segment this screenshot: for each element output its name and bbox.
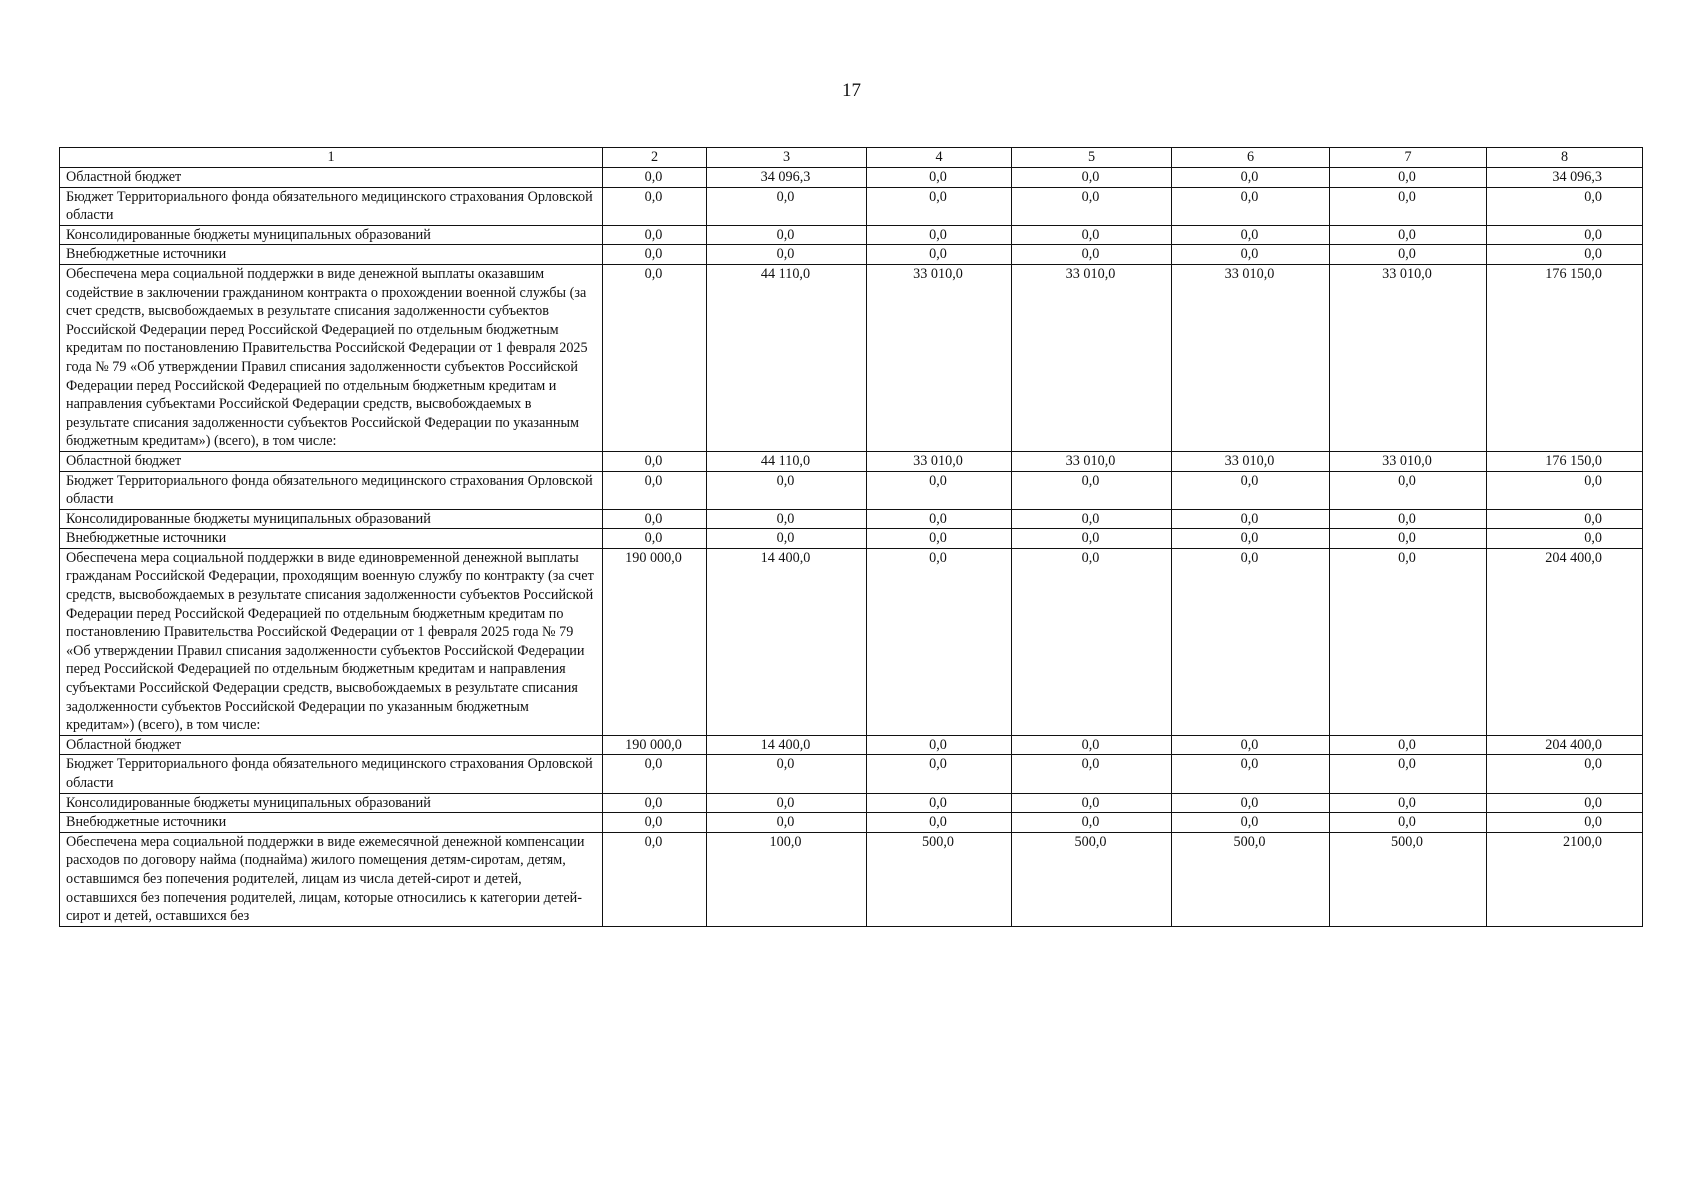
row-value-col-6: 0,0 xyxy=(1172,813,1330,833)
column-header: 8 xyxy=(1487,148,1643,168)
row-value-col-2: 0,0 xyxy=(603,264,707,451)
row-value-col-5: 0,0 xyxy=(1012,471,1172,509)
row-value-col-6: 0,0 xyxy=(1172,471,1330,509)
row-value-col-3: 0,0 xyxy=(707,529,867,549)
row-value-col-6: 0,0 xyxy=(1172,245,1330,265)
row-value-col-3: 34 096,3 xyxy=(707,168,867,188)
row-value-col-2: 0,0 xyxy=(603,225,707,245)
row-value-col-3: 44 110,0 xyxy=(707,451,867,471)
row-label: Внебюджетные источники xyxy=(60,529,603,549)
row-value-col-8: 0,0 xyxy=(1487,755,1643,793)
row-value-col-8: 0,0 xyxy=(1487,187,1643,225)
row-value-col-8: 0,0 xyxy=(1487,245,1643,265)
row-value-col-4: 0,0 xyxy=(867,187,1012,225)
table-row xyxy=(60,451,1643,471)
table-row xyxy=(60,529,1643,549)
row-value-col-7: 0,0 xyxy=(1330,471,1487,509)
row-label: Областной бюджет xyxy=(60,168,603,188)
row-value-col-4: 0,0 xyxy=(867,471,1012,509)
row-value-col-5: 0,0 xyxy=(1012,813,1172,833)
row-value-col-5: 500,0 xyxy=(1012,832,1172,926)
row-value-col-7: 0,0 xyxy=(1330,735,1487,755)
row-value-col-5: 0,0 xyxy=(1012,735,1172,755)
row-value-col-2: 0,0 xyxy=(603,168,707,188)
row-label: Бюджет Территориального фонда обязательного медицинского страхования Орловской области xyxy=(60,755,603,793)
row-value-col-2: 0,0 xyxy=(603,245,707,265)
table-header-row xyxy=(60,148,1643,168)
row-value-col-4: 0,0 xyxy=(867,793,1012,813)
row-value-col-6: 0,0 xyxy=(1172,529,1330,549)
row-value-col-3: 44 110,0 xyxy=(707,264,867,451)
row-label: Бюджет Территориального фонда обязательного медицинского страхования Орловской области xyxy=(60,471,603,509)
row-value-col-2: 190 000,0 xyxy=(603,548,707,735)
row-value-col-7: 0,0 xyxy=(1330,187,1487,225)
row-value-col-8: 0,0 xyxy=(1487,509,1643,529)
row-value-col-3: 0,0 xyxy=(707,225,867,245)
row-value-col-4: 0,0 xyxy=(867,225,1012,245)
row-value-col-3: 0,0 xyxy=(707,471,867,509)
row-value-col-5: 0,0 xyxy=(1012,245,1172,265)
column-header: 2 xyxy=(603,148,707,168)
row-value-col-6: 0,0 xyxy=(1172,735,1330,755)
row-value-col-3: 100,0 xyxy=(707,832,867,926)
row-value-col-3: 14 400,0 xyxy=(707,735,867,755)
row-label: Внебюджетные источники xyxy=(60,813,603,833)
row-value-col-8: 2100,0 xyxy=(1487,832,1643,926)
row-value-col-8: 176 150,0 xyxy=(1487,451,1643,471)
row-value-col-4: 0,0 xyxy=(867,735,1012,755)
row-value-col-7: 0,0 xyxy=(1330,509,1487,529)
row-value-col-5: 33 010,0 xyxy=(1012,451,1172,471)
row-value-col-3: 0,0 xyxy=(707,187,867,225)
table-row xyxy=(60,813,1643,833)
row-value-col-5: 33 010,0 xyxy=(1012,264,1172,451)
row-label: Областной бюджет xyxy=(60,735,603,755)
row-value-col-7: 0,0 xyxy=(1330,225,1487,245)
row-value-col-3: 0,0 xyxy=(707,245,867,265)
table-row xyxy=(60,471,1643,509)
row-value-col-5: 0,0 xyxy=(1012,793,1172,813)
page-number: 17 xyxy=(842,80,861,101)
row-value-col-8: 0,0 xyxy=(1487,813,1643,833)
row-value-col-5: 0,0 xyxy=(1012,225,1172,245)
column-header: 7 xyxy=(1330,148,1487,168)
row-value-col-8: 0,0 xyxy=(1487,529,1643,549)
row-value-col-2: 0,0 xyxy=(603,471,707,509)
row-value-col-4: 0,0 xyxy=(867,168,1012,188)
row-value-col-8: 204 400,0 xyxy=(1487,735,1643,755)
row-value-col-2: 0,0 xyxy=(603,755,707,793)
row-value-col-6: 0,0 xyxy=(1172,755,1330,793)
row-value-col-4: 0,0 xyxy=(867,813,1012,833)
table-row xyxy=(60,735,1643,755)
row-value-col-3: 0,0 xyxy=(707,793,867,813)
row-value-col-2: 190 000,0 xyxy=(603,735,707,755)
row-value-col-3: 0,0 xyxy=(707,813,867,833)
row-value-col-6: 33 010,0 xyxy=(1172,451,1330,471)
row-value-col-2: 0,0 xyxy=(603,187,707,225)
budget-table xyxy=(59,147,1643,927)
row-value-col-5: 0,0 xyxy=(1012,529,1172,549)
row-value-col-2: 0,0 xyxy=(603,793,707,813)
row-value-col-4: 33 010,0 xyxy=(867,451,1012,471)
column-header: 4 xyxy=(867,148,1012,168)
row-value-col-7: 0,0 xyxy=(1330,793,1487,813)
row-value-col-2: 0,0 xyxy=(603,451,707,471)
row-value-col-8: 204 400,0 xyxy=(1487,548,1643,735)
row-value-col-6: 0,0 xyxy=(1172,168,1330,188)
row-value-col-4: 0,0 xyxy=(867,548,1012,735)
row-value-col-7: 33 010,0 xyxy=(1330,451,1487,471)
row-label: Областной бюджет xyxy=(60,451,603,471)
row-value-col-6: 0,0 xyxy=(1172,548,1330,735)
row-value-col-7: 0,0 xyxy=(1330,168,1487,188)
row-value-col-6: 0,0 xyxy=(1172,187,1330,225)
row-label: Внебюджетные источники xyxy=(60,245,603,265)
row-value-col-4: 500,0 xyxy=(867,832,1012,926)
row-label: Обеспечена мера социальной поддержки в виде денежной выплаты оказавшим содействие в заключении гражданином контракта о прохождении военной службы (за счет средств, высвобождаемых в результате списания задолженности субъектов Российской Федерации перед Российской Федерацией по отдельным бюджетным кредитам по постановлению Правительства Российской Федерации от 1 февраля 2025 года № 79 «Об утверждении Правил списания задолженности субъектов Российской Федерации перед Российской Федерацией по отдельным бюджетным кредитам и направления субъектами Российской Федерации средств, высвобождаемых в результате списания задолженности субъектов Российской Федерации по указанным бюджетным кредитам») (всего), в том числе: xyxy=(60,264,603,451)
row-value-col-4: 0,0 xyxy=(867,529,1012,549)
row-value-col-3: 0,0 xyxy=(707,755,867,793)
row-value-col-7: 0,0 xyxy=(1330,548,1487,735)
row-value-col-7: 0,0 xyxy=(1330,529,1487,549)
table-row xyxy=(60,793,1643,813)
table-row xyxy=(60,264,1643,451)
row-label: Обеспечена мера социальной поддержки в виде ежемесячной денежной компенсации расходов по договору найма (поднайма) жилого помещения детям-сиротам, детям, оставшимся без попечения родителей, лицам из числа детей-сирот и детей, оставшихся без попечения родителей, лицам, которые относились к категории детей-сирот и детей, оставшихся без xyxy=(60,832,603,926)
table-row xyxy=(60,225,1643,245)
table-row xyxy=(60,832,1643,926)
row-label: Консолидированные бюджеты муниципальных образований xyxy=(60,225,603,245)
row-value-col-6: 0,0 xyxy=(1172,225,1330,245)
row-value-col-6: 0,0 xyxy=(1172,509,1330,529)
row-value-col-5: 0,0 xyxy=(1012,168,1172,188)
row-value-col-5: 0,0 xyxy=(1012,187,1172,225)
row-value-col-7: 0,0 xyxy=(1330,245,1487,265)
table-row xyxy=(60,245,1643,265)
row-label: Консолидированные бюджеты муниципальных образований xyxy=(60,793,603,813)
row-value-col-7: 0,0 xyxy=(1330,813,1487,833)
row-value-col-7: 500,0 xyxy=(1330,832,1487,926)
row-value-col-8: 0,0 xyxy=(1487,225,1643,245)
row-label: Консолидированные бюджеты муниципальных образований xyxy=(60,509,603,529)
row-value-col-8: 0,0 xyxy=(1487,471,1643,509)
row-value-col-2: 0,0 xyxy=(603,813,707,833)
table-row xyxy=(60,548,1643,735)
row-value-col-4: 0,0 xyxy=(867,245,1012,265)
row-label: Бюджет Территориального фонда обязательного медицинского страхования Орловской области xyxy=(60,187,603,225)
row-value-col-3: 14 400,0 xyxy=(707,548,867,735)
column-header: 6 xyxy=(1172,148,1330,168)
table-row xyxy=(60,187,1643,225)
row-value-col-7: 0,0 xyxy=(1330,755,1487,793)
table-row xyxy=(60,755,1643,793)
row-value-col-5: 0,0 xyxy=(1012,509,1172,529)
row-value-col-3: 0,0 xyxy=(707,509,867,529)
row-value-col-7: 33 010,0 xyxy=(1330,264,1487,451)
column-header: 5 xyxy=(1012,148,1172,168)
row-label: Обеспечена мера социальной поддержки в виде единовременной денежной выплаты гражданам Российской Федерации, проходящим военную службу по контракту (за счет средств, высвобождаемых в результате списания задолженности субъектов Российской Федерации перед Российской Федерацией по отдельным бюджетным кредитам по постановлению Правительства Российской Федерации от 1 февраля 2025 года № 79 «Об утверждении Правил списания задолженности субъектов Российской Федерации перед Российской Федерацией по отдельным бюджетным кредитам и направления субъектами Российской Федерации средств, высвобождаемых в результате списания задолженности субъектов Российской Федерации по указанным бюджетным кредитам») (всего), в том числе: xyxy=(60,548,603,735)
table-row xyxy=(60,509,1643,529)
row-value-col-6: 33 010,0 xyxy=(1172,264,1330,451)
column-header: 1 xyxy=(60,148,603,168)
row-value-col-5: 0,0 xyxy=(1012,548,1172,735)
row-value-col-2: 0,0 xyxy=(603,509,707,529)
row-value-col-6: 500,0 xyxy=(1172,832,1330,926)
row-value-col-8: 34 096,3 xyxy=(1487,168,1643,188)
row-value-col-2: 0,0 xyxy=(603,832,707,926)
row-value-col-8: 176 150,0 xyxy=(1487,264,1643,451)
row-value-col-6: 0,0 xyxy=(1172,793,1330,813)
table-row xyxy=(60,168,1643,188)
row-value-col-8: 0,0 xyxy=(1487,793,1643,813)
column-header: 3 xyxy=(707,148,867,168)
row-value-col-2: 0,0 xyxy=(603,529,707,549)
row-value-col-4: 33 010,0 xyxy=(867,264,1012,451)
row-value-col-4: 0,0 xyxy=(867,755,1012,793)
row-value-col-4: 0,0 xyxy=(867,509,1012,529)
row-value-col-5: 0,0 xyxy=(1012,755,1172,793)
